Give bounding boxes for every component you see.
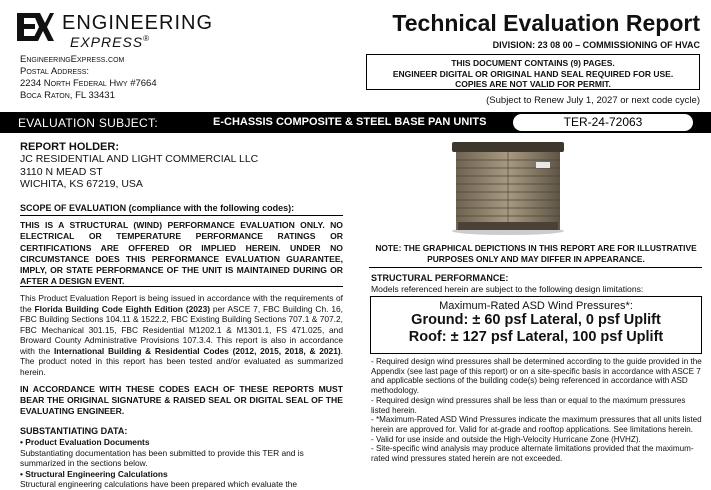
renewal-note: (Subject to Renew July 1, 2027 or next code cycle): [486, 95, 700, 106]
notice-line: THIS DOCUMENT CONTAINS (9) PAGES.: [451, 58, 615, 68]
wind-pressure-heading: Maximum-Rated ASD Wind Pressures*:: [439, 300, 633, 312]
accordance-paragraph: IN ACCORDANCE WITH THESE CODES EACH OF THESE REPORTS MUST BEAR THE ORIGINAL SIGNATURE & RAISED SEAL OR DIGITAL SEAL OF THE EVALUATING ENGINEER.: [20, 384, 343, 416]
sub-item-body: Substantiating documentation has been submitted to provide this TER and is summarized in the sections below.: [20, 447, 304, 468]
notice-line: ENGINEER DIGITAL OR ORIGINAL HAND SEAL REQUIRED FOR USE.: [392, 68, 674, 79]
ter-number-badge: TER-24-72063: [513, 114, 693, 131]
list-item: - Required design wind pressures shall be determined according to the guide provided in the Appendix (see last page of this report) or on a site-specific basis in accordance with ASCE 7 and applicable sections of the building code(s) being referenced in accordance with ASD methodology.: [371, 357, 702, 396]
divider: [20, 215, 343, 216]
substantiating-body: [20, 437, 343, 490]
postal-label: Postal Address:: [20, 66, 90, 77]
structural-title: STRUCTURAL PERFORMANCE:: [371, 273, 509, 283]
ground-rating: Ground: ± 60 psf Lateral, 0 psf Uplift: [411, 312, 661, 328]
scope-title: SCOPE OF EVALUATION (compliance with the following codes):: [20, 203, 295, 213]
sub-item-body: Structural engineering calculations have been prepared which evaluate the: [20, 479, 298, 489]
website-link[interactable]: EngineeringExpress.com: [20, 54, 125, 65]
division-label: DIVISION: 23 08 00 – COMMISSIONING OF HVAC: [492, 40, 700, 50]
sub-item-heading: • Product Evaluation Documents: [20, 437, 150, 447]
graphics-disclaimer: NOTE: THE GRAPHICAL DEPICTIONS IN THIS REPORT ARE FOR ILLUSTRATIVE PURPOSES ONLY AND MAY DIFFER IN APPEARANCE.: [375, 243, 697, 264]
list-item: - Required design wind pressures shall be less than or equal to the maximum pressures listed herein.: [371, 395, 686, 415]
list-item: - Valid for use inside and outside the High-Velocity Hurricane Zone (HVHZ).: [371, 434, 641, 444]
substantiating-title: SUBSTANTIATING DATA:: [20, 426, 128, 436]
report-holder-title: REPORT HOLDER:: [20, 141, 119, 153]
holder-line: JC RESIDENTIAL AND LIGHT COMMERCIAL LLC: [20, 153, 259, 165]
scope-body: THIS IS A STRUCTURAL (WIND) PERFORMANCE EVALUATION ONLY. NO ELECTRICAL OR TEMPERATURE PERFORMANCE RATINGS OR CERTIFICATIONS ARE OFFERED OR IMPLIED HEREIN. UNDER NO CIRCUMSTANCE DOES THIS PERFORMANCE EVALUATION GUARANTEE, IMPLY, OR STATE PERFORMANCE OF THE UNIT IS MAINTAINED DURING OR AFTER A DESIGN EVENT.: [20, 220, 343, 287]
report-holder-body: [20, 153, 343, 191]
roof-rating: Roof: ± 127 psf Lateral, 100 psf Uplift: [408, 328, 664, 345]
city-line: Boca Raton, FL 33431: [20, 90, 115, 101]
subject-text: E-CHASSIS COMPOSITE & STEEL BASE PAN UNITS: [213, 116, 487, 128]
subject-label: EVALUATION SUBJECT:: [18, 116, 158, 130]
logo-wordmark-top: ENGINEERING: [62, 12, 214, 34]
divider: [369, 267, 702, 268]
list-item: - Site-specific wind analysis may produce alternate limitations provided that the maximum-rated wind pressures stated herein are not exceeded.: [371, 444, 694, 464]
list-item: - *Maximum-Rated ASD Wind Pressures indicate the maximum pressures that all units listed herein are approved for. Valid for at-grade and rooftop applications. See limitations herein.: [371, 415, 702, 434]
sub-item-heading: • Structural Engineering Calculations: [20, 468, 168, 479]
logo-wordmark-bottom: EXPRESS®: [70, 34, 151, 50]
product-evaluation-paragraph: This Product Evaluation Report is being issued in accordance with the requirements of the Florida Building Code Eighth Edition (2023) per ASCE 7, FBC Building Ch. 16, FBC Building Sections 104.11 & 1522.2, FBC Existing Building Sections 707.1 & 707.2, FBC Mechanical 301.15, FBC Residential M1202.1 & M1301.1, FS 471.025, and Broward County Administrative Provisions 107.3.4. This report is also in accordance with the International Building & Residential Codes (2012, 2015, 2018, & 2021). The product noted in this report has been tested and/or evaluated as summarized herein.: [20, 293, 343, 377]
notice-line: COPIES ARE NOT VALID FOR PERMIT.: [455, 79, 611, 89]
validity-notice: [366, 54, 700, 90]
limitations-list: [371, 357, 703, 464]
evaluation-subject-bar: [0, 112, 711, 133]
page-title: Technical Evaluation Report: [392, 10, 700, 36]
divider: [20, 286, 343, 287]
hvac-unit-image: [448, 140, 568, 236]
holder-line: WICHITA, KS 67219, USA: [20, 178, 143, 190]
street-line: 2234 North Federal Hwy #7664: [20, 78, 157, 89]
wind-pressure-box: [370, 296, 702, 354]
company-address: [20, 54, 157, 102]
structural-subtitle: Models referenced herein are subject to the following design limitations:: [371, 284, 644, 294]
company-logo: [14, 10, 54, 44]
holder-line: 3110 N MEAD ST: [20, 165, 103, 178]
